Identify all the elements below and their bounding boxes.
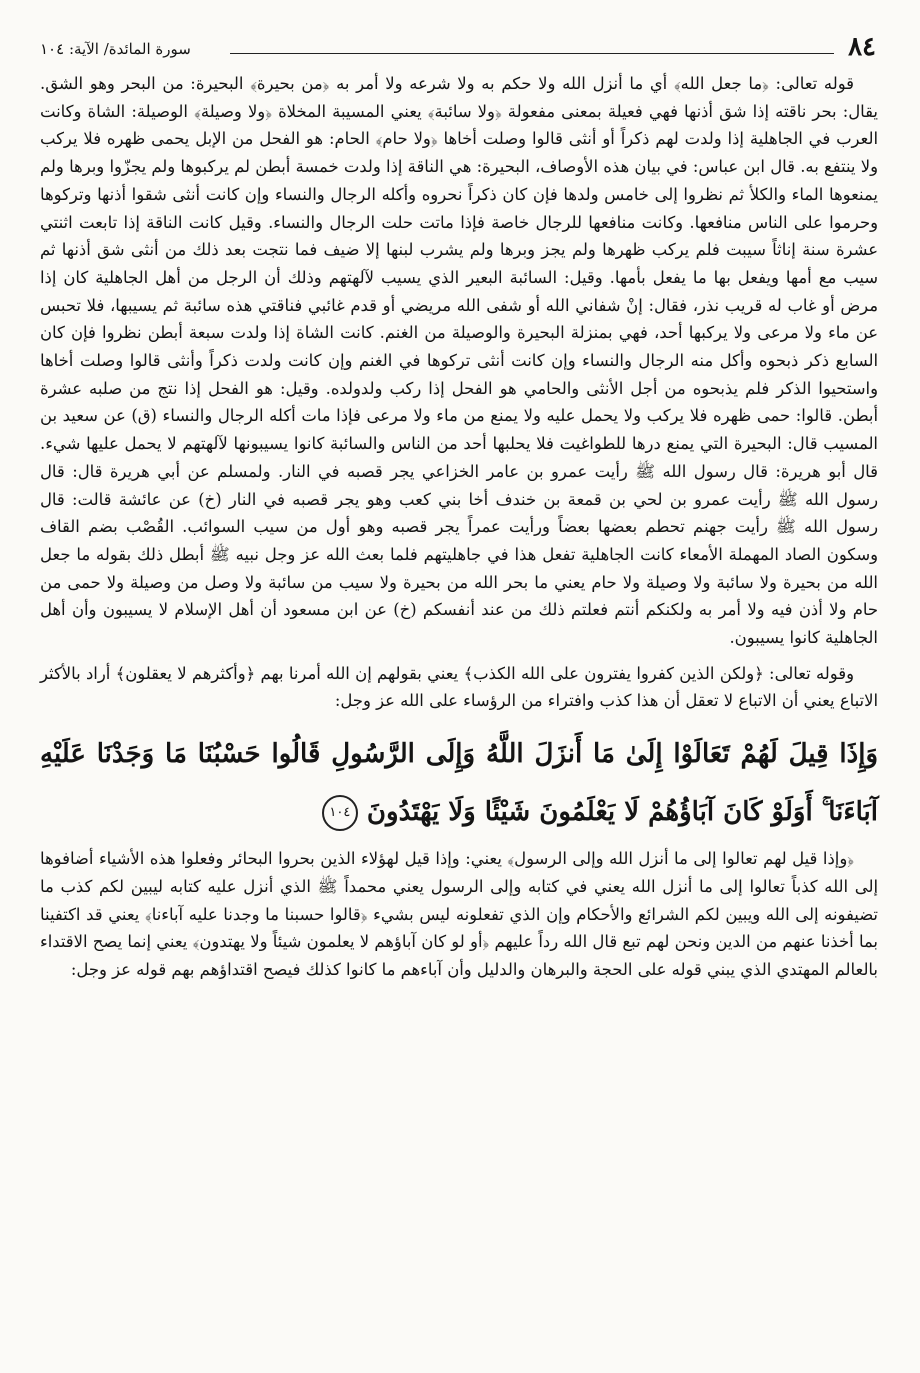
quran-verse-text: وَإِذَا قِيلَ لَهُمْ تَعَالَوْا إِلَىٰ مَا أَنزَلَ اللَّهُ وَإِلَى الرَّسُولِ قَالُوا حَسْبُنَا مَا وَجَدْنَا عَلَيْهِ آبَاءَنَا ۚ أَوَلَوْ كَانَ آبَاؤُهُمْ لَا يَعْلَمُونَ شَيْئًا وَلَا يَهْتَدُونَ [40, 739, 878, 828]
page-header [40, 26, 878, 70]
book-page [40, 26, 878, 1346]
quran-verse [40, 725, 878, 841]
header-rule [230, 53, 834, 54]
running-title: سورة المائدة/ الآية: ١٠٤ [40, 40, 191, 58]
commentary-paragraph-verse-104: ﴿وإذا قيل لهم تعالوا إلى ما أنزل الله وإلى الرسول﴾ يعني: وإذا قيل لهؤلاء الذين بحروا البحائر وفعلوا هذه الأشياء أضافوها إلى الله كذباً تعالوا إلى ما أنزل الله يعني في كتابه وإلى الرسول يعني محمداً ﷺ الذي أنزل عليه كتابه ليبين لكم كذب ما تضيفونه إلى الله ويبين لكم الشرائع والأحكام وإن الذي تفعلونه ليس بشيء ﴿قالوا حسبنا ما وجدنا عليه آباءنا﴾ يعني قد اكتفينا بما أخذنا عنهم من الدين ونحن لهم تبع قال الله رداً عليهم ﴿أو لو كان آباؤهم لا يعلمون شيئاً ولا يهتدون﴾ يعني إنما يصح الاقتداء بالعالم المهتدي الذي يبني قوله على الحجة والبرهان والدليل وأن آباءهم ما كانوا كذلك فيصح اقتداؤهم بهم قوله عز وجل: [40, 849, 878, 979]
commentary-body [40, 70, 878, 984]
commentary-paragraph-bahira: قوله تعالى: ﴿ما جعل الله﴾ أي ما أنزل الله ولا حكم به ولا شرعه ولا أمر به ﴿من بحيرة﴾ البحيرة: من البحر وهو الشق. يقال: بحر ناقته إذا شق أذنها فهي فعيلة بمعنى مفعولة ﴿ولا سائبة﴾ يعني المسيبة المخلاة ﴿ولا وصيلة﴾ الوصيلة: الشاة وكانت العرب في الجاهلية إذا ولدت لهم ذكراً أو أنثى قالوا وصلت أخاها ﴿ولا حام﴾ الحام: هو الفحل من الإبل يحمى ظهره فلا يركب ولا ينتفع به. قال ابن عباس: في بيان هذه الأوصاف، البحيرة: هي الناقة إذا ولدت خمسة أبطن لم يركبوها ولم يجزّوا وبرها ولم يمنعوها الماء والكلأ ثم نظروا إلى خامس ولدها فإن كان ذكراً نحروه وأكله الرجال والنساء وإن كانت أنثى شقوا أذنها وتركوها وحرموا على الناس منافعها. وكانت منافعها للرجال خاصة فإذا ماتت حلت الرجال والنساء. وقيل كانت الناقة إذا تابعت اثنتي عشرة سنة إناثاً سيبت فلم يركب ظهرها ولم يجز وبرها ولم يشرب لبنها إلا ضيف فما نتجت بعد ذلك من أنثى شق أذنها ثم سيب مع أمها ويفعل بها ما يفعل بأمها. وقيل: السائبة البعير الذي يسيب لآلهتهم وذلك أن الرجل من أهل الجاهلية كان إذا مرض أو غاب له قريب نذر، فقال: إنْ شفاني الله أو شفى الله مريضي أو قدم غائبي فناقتي هذه سائبة ثم يسيبها، فلا تحبس عن ماء ولا مرعى ولا يركبها أحد، فهي بمنزلة البحيرة والوصيلة من الغنم. كانت الشاة إذا ولدت سبعة أبطن نظروا فإن كان السابع ذكر ذبحوه وأكل منه الرجال والنساء وإن كانت أنثى تركوها في الغنم وإن كانت ولدت ذكراً وأنثى قالوا وصلت أخاها واستحيوا الذكر فلم يذبحوه من أجل الأنثى والحامي هو الفحل إذا ركب ولدولده. وقيل: هو الفحل إذا نتج من صلبه عشرة أبطن. قالوا: حمى ظهره فلا يركب ولا يحمل عليه ولا يمنع من ماء ولا مرعى فإذا مات أكله الرجال والنساء (ق) عن سعيد بن المسيب قال: البحيرة التي يمنع درها للطواغيت فلا يحلبها أحد من الناس والسائبة كانوا يسيبونها لآلهتهم لا يحمل عليها شيء. قال أبو هريرة: قال رسول الله ﷺ رأيت عمرو بن عامر الخزاعي يجر قصبه في النار. ولمسلم عن أبي هريرة قال: قال رسول الله ﷺ رأيت عمرو بن لحي بن قمعة بن خندف أخا بني كعب وهو يجر قصبه في النار (خ) عن عائشة قالت: قال رسول الله ﷺ رأيت جهنم تحطم بعضها بعضاً ورأيت عمراً يجر قصبه وهو أول من سيب السوائب. القُصْب بضم القاف وسكون الصاد المهملة الأمعاء كانت الجاهلية تفعل هذا في جاهليتهم فلما بعث الله عز وجل نبيه ﷺ أبطل ذلك بقوله ما جعل الله من بحيرة ولا سائبة ولا وصيلة ولا حام يعني ما بحر الله من بحيرة ولا سيب من سائبة ولا وصل من وصيلة ولا حمى من حام ولا أذن فيه ولا أمر به ولكنكم أنتم فعلتم ذلك من عند أنفسكم (خ) عن ابن مسعود أن أهل الإسلام لا يسيبون وأن أهل الجاهلية كانوا يسيبون. [40, 74, 878, 648]
commentary-paragraph-kafaru: وقوله تعالى: ﴿ولكن الذين كفروا يفترون على الله الكذب﴾ يعني بقولهم إن الله أمرنا بهم ﴿وأكثرهم لا يعقلون﴾ أراد بالأكثر الاتباع يعني أن الاتباع لا تعقل أن هذا كذب وافتراء من الرؤساء على الله عز وجل: [40, 663, 878, 711]
ayah-number-marker: ١٠٤ [322, 795, 358, 831]
page-number: ٨٤ [848, 32, 876, 62]
